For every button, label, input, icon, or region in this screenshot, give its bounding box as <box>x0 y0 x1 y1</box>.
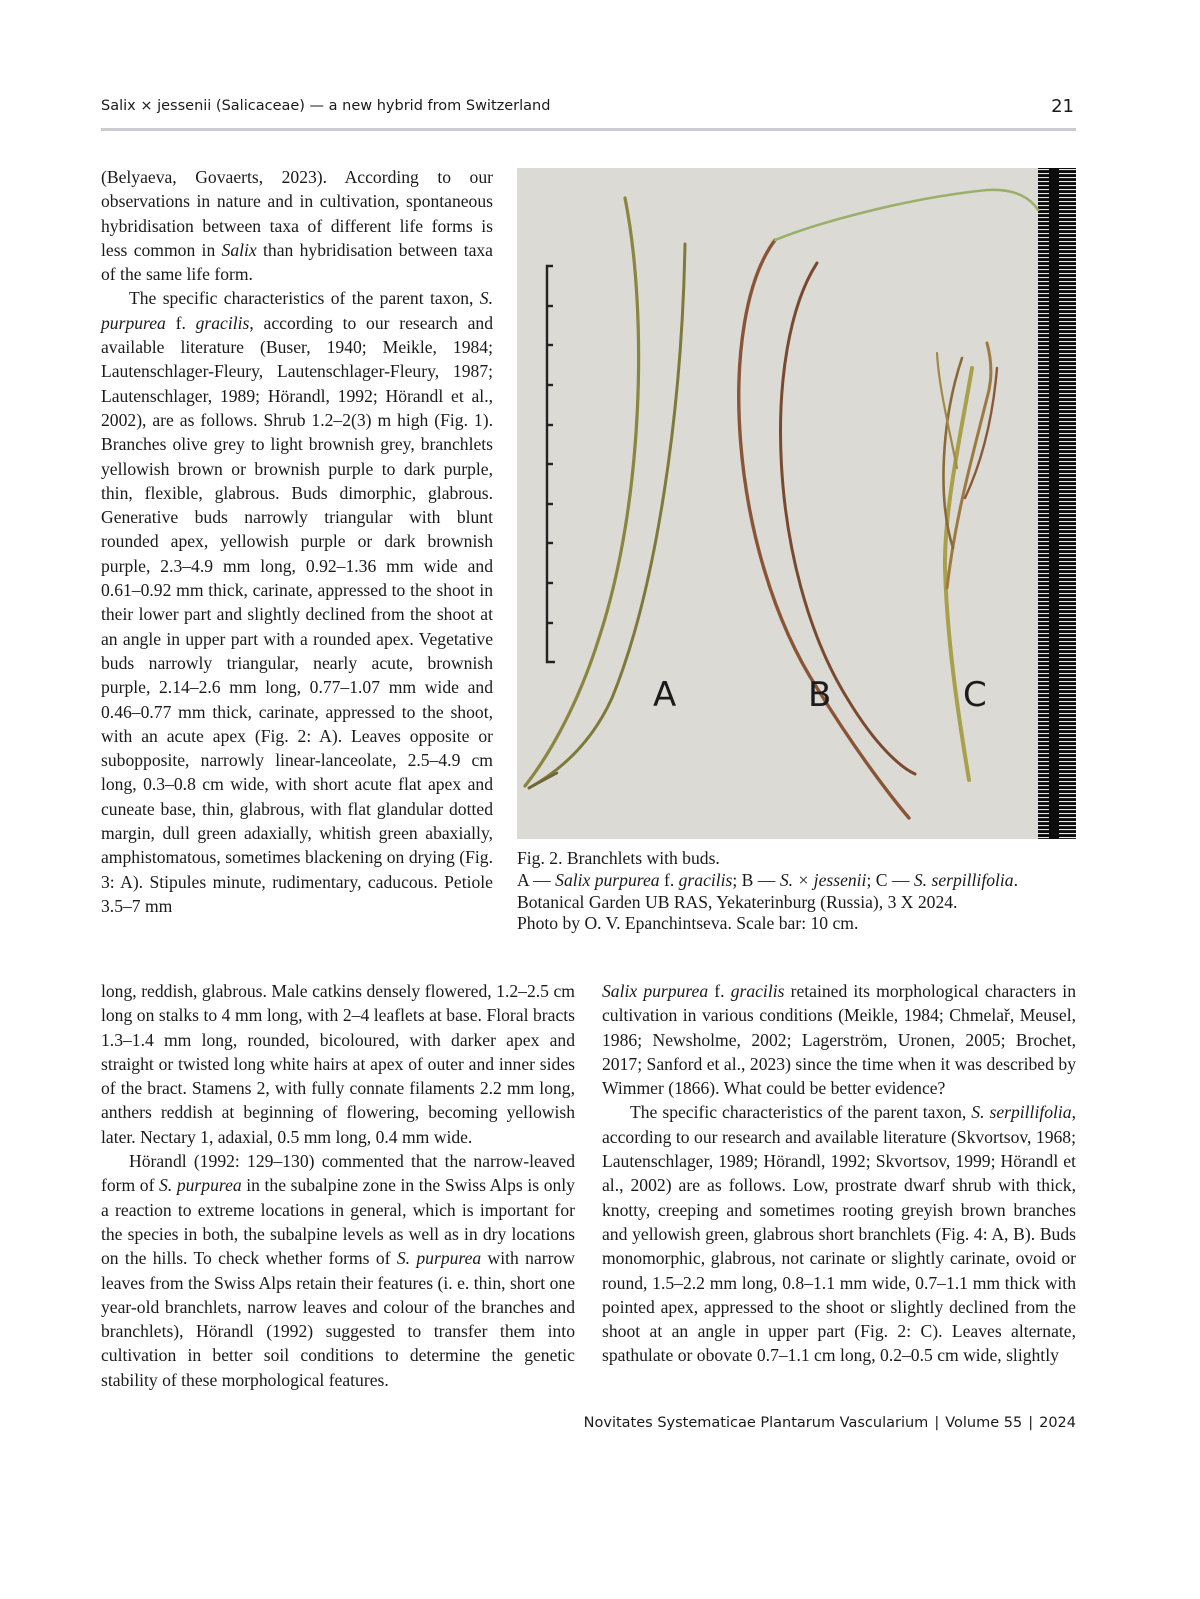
photo-background <box>517 168 1076 839</box>
running-title: Salix × jessenii (Salicaceae) — a new hybrid from Switzerland <box>101 98 551 114</box>
page-number: 21 <box>1051 96 1074 117</box>
footer-separator: | <box>934 1415 940 1431</box>
paragraph-purpurea-characteristics: The specific characteristics of the parent taxon, S. purpurea f. gracilis, according to our research and available literature (Buser, 1940; Meikle, 1984; Lautenschlager-Fleury, Lautenschlager-Fleury, 1987; Lautenschlager, 1989; Hörandl, 1992; Hörandl et al., 2002), are as follows. Shrub 1.2–2(3) m high (Fig. 1). Branches olive grey to light brownish grey, branchlets yellowish brown or brownish purple to dark purple, thin, flexible, glabrous. Buds dimorphic, glabrous. Generative buds narrowly triangular with blunt rounded apex, yellowish purple or dark brownish purple, 2.3–4.9 mm long, 0.92–1.36 mm wide and 0.61–0.92 mm thick, carinate, appressed to the shoot in their lower part and slightly declined from the shoot at an angle in upper part with a rounded apex. Vegetative buds narrowly triangular, nearly acute, brownish purple, 2.14–2.6 mm long, 0.77–1.07 mm wide and 0.46–0.77 mm thick, carinate, appressed to the shoot, with an acute apex (Fig. 2: A). Leaves opposite or subopposite, narrowly linear-lanceolate, 2.5–4.9 cm long, 0.3–0.8 cm wide, with short acute flat apex and cuneate base, thin, glabrous, with flat glandular dotted margin, dull green adaxially, whitish green abaxially, amphistomatous, sometimes blackening on drying (Fig. 3: A). Stipules minute, rudimentary, caducous. Petiole 3.5–7 mm <box>101 288 494 916</box>
paragraph-serpillifolia-characteristics: The specific characteristics of the parent taxon, S. serpillifolia, according to our research and available literature (Skvortsov, 1968; Lautenschlager, 1989; Hörandl, 1992; Skvortsov, 1999; Hörandl et al., 2002) are as follows. Low, prostrate dwarf shrub with thick, knotty, creeping and sometimes rooting greyish brown branches and yellowish green, glabrous short branchlets (Fig. 4: A, B). Buds monomorphic, glabrous, not carinate or slightly carinate, ovoid or round, 1.5–2.2 mm long, 0.8–1.1 mm wide, 0.7–1.1 mm thick with pointed apex, appressed to the shoot or slightly declined from the shoot at an angle in upper part (Fig. 2: C). Leaves alternate, spathulate or obovate 0.7–1.1 cm long, 0.2–0.5 cm wide, slightly <box>602 1102 1076 1366</box>
paragraph-horandl-comment: Hörandl (1992: 129–130) commented that the narrow-leaved form of S. purpurea in the subalpine zone in the Swiss Alps is only a reaction to extreme locations in general, which is important for the species in both, the subalpine levels as well as in dry locations on the hills. To check whether forms of S. purpurea with narrow leaves from the Swiss Alps retain their features (i. e. thin, short one year-old branchlets, narrow leaves and colour of the branches and branchlets), Hörandl (1992) suggested to transfer them into cultivation in better soil conditions to determine the genetic stability of these morphological features. <box>101 1151 575 1390</box>
panel-label-c: C <box>963 675 987 715</box>
footer-separator: | <box>1028 1415 1034 1431</box>
paragraph-purpurea-continued: long, reddish, glabrous. Male catkins densely flowered, 1.2–2.5 cm long on stalks to 4 mm long, with 2–4 leaflets at base. Floral bracts 1.3–1.4 mm long, rounded, bicoloured, with darker apex and straight or twisted long white hairs at apex of outer and inner sides of the bract. Stamens 2, with fully connate filaments 2.2 mm long, anthers reddish at beginning of flowering, becoming yellowish later. Nectary 1, adaxial, 0.5 mm long, 0.4 mm wide. <box>101 981 575 1147</box>
branchlets-illustration <box>517 168 1076 839</box>
caption-title: Fig. 2. Branchlets with buds. <box>517 848 720 868</box>
left-column-top <box>101 165 493 918</box>
right-column-bottom <box>602 979 1076 1368</box>
caption-legend: A — Salix purpurea f. gracilis; B — S. × jessenii; C — S. serpillifolia. <box>517 869 1018 890</box>
panel-label-a: A <box>653 675 677 715</box>
page-footer <box>584 1415 1076 1431</box>
paragraph-cultivation-evidence: Salix purpurea f. gracilis retained its morphological characters in cultivation in various conditions (Meikle, 1984; Chmelař, Meusel, 1986; Newsholme, 2002; Lagerström, Uronen, 2005; Brochet, 2017; Sanford et al., 2023) since the time when it was described by Wimmer (1866). What could be better evidence? <box>602 981 1076 1099</box>
journal-year: 2024 <box>1039 1415 1076 1431</box>
figure-caption <box>517 848 1076 935</box>
panel-label-b: B <box>808 675 832 715</box>
journal-volume: Volume 55 <box>945 1415 1023 1431</box>
caption-credit: Photo by O. V. Epanchintseva. Scale bar: 10 cm. <box>517 913 859 934</box>
caption-location: Botanical Garden UB RAS, Yekaterinburg (Russia), 3 X 2024. <box>517 891 958 912</box>
left-column-bottom <box>101 979 575 1392</box>
journal-name: Novitates Systematicae Plantarum Vascularium <box>583 1415 929 1431</box>
running-head <box>101 98 1076 122</box>
ruler <box>1038 168 1076 839</box>
figure-branchlets-photo <box>517 168 1076 839</box>
header-rule <box>101 128 1076 131</box>
paragraph-hybridisation: (Belyaeva, Govaerts, 2023). According to our observations in nature and in cultivation, spontaneous hybridisation between taxa of different life forms is less common in Salix than hybridisation between taxa of the same life form. <box>101 167 493 285</box>
